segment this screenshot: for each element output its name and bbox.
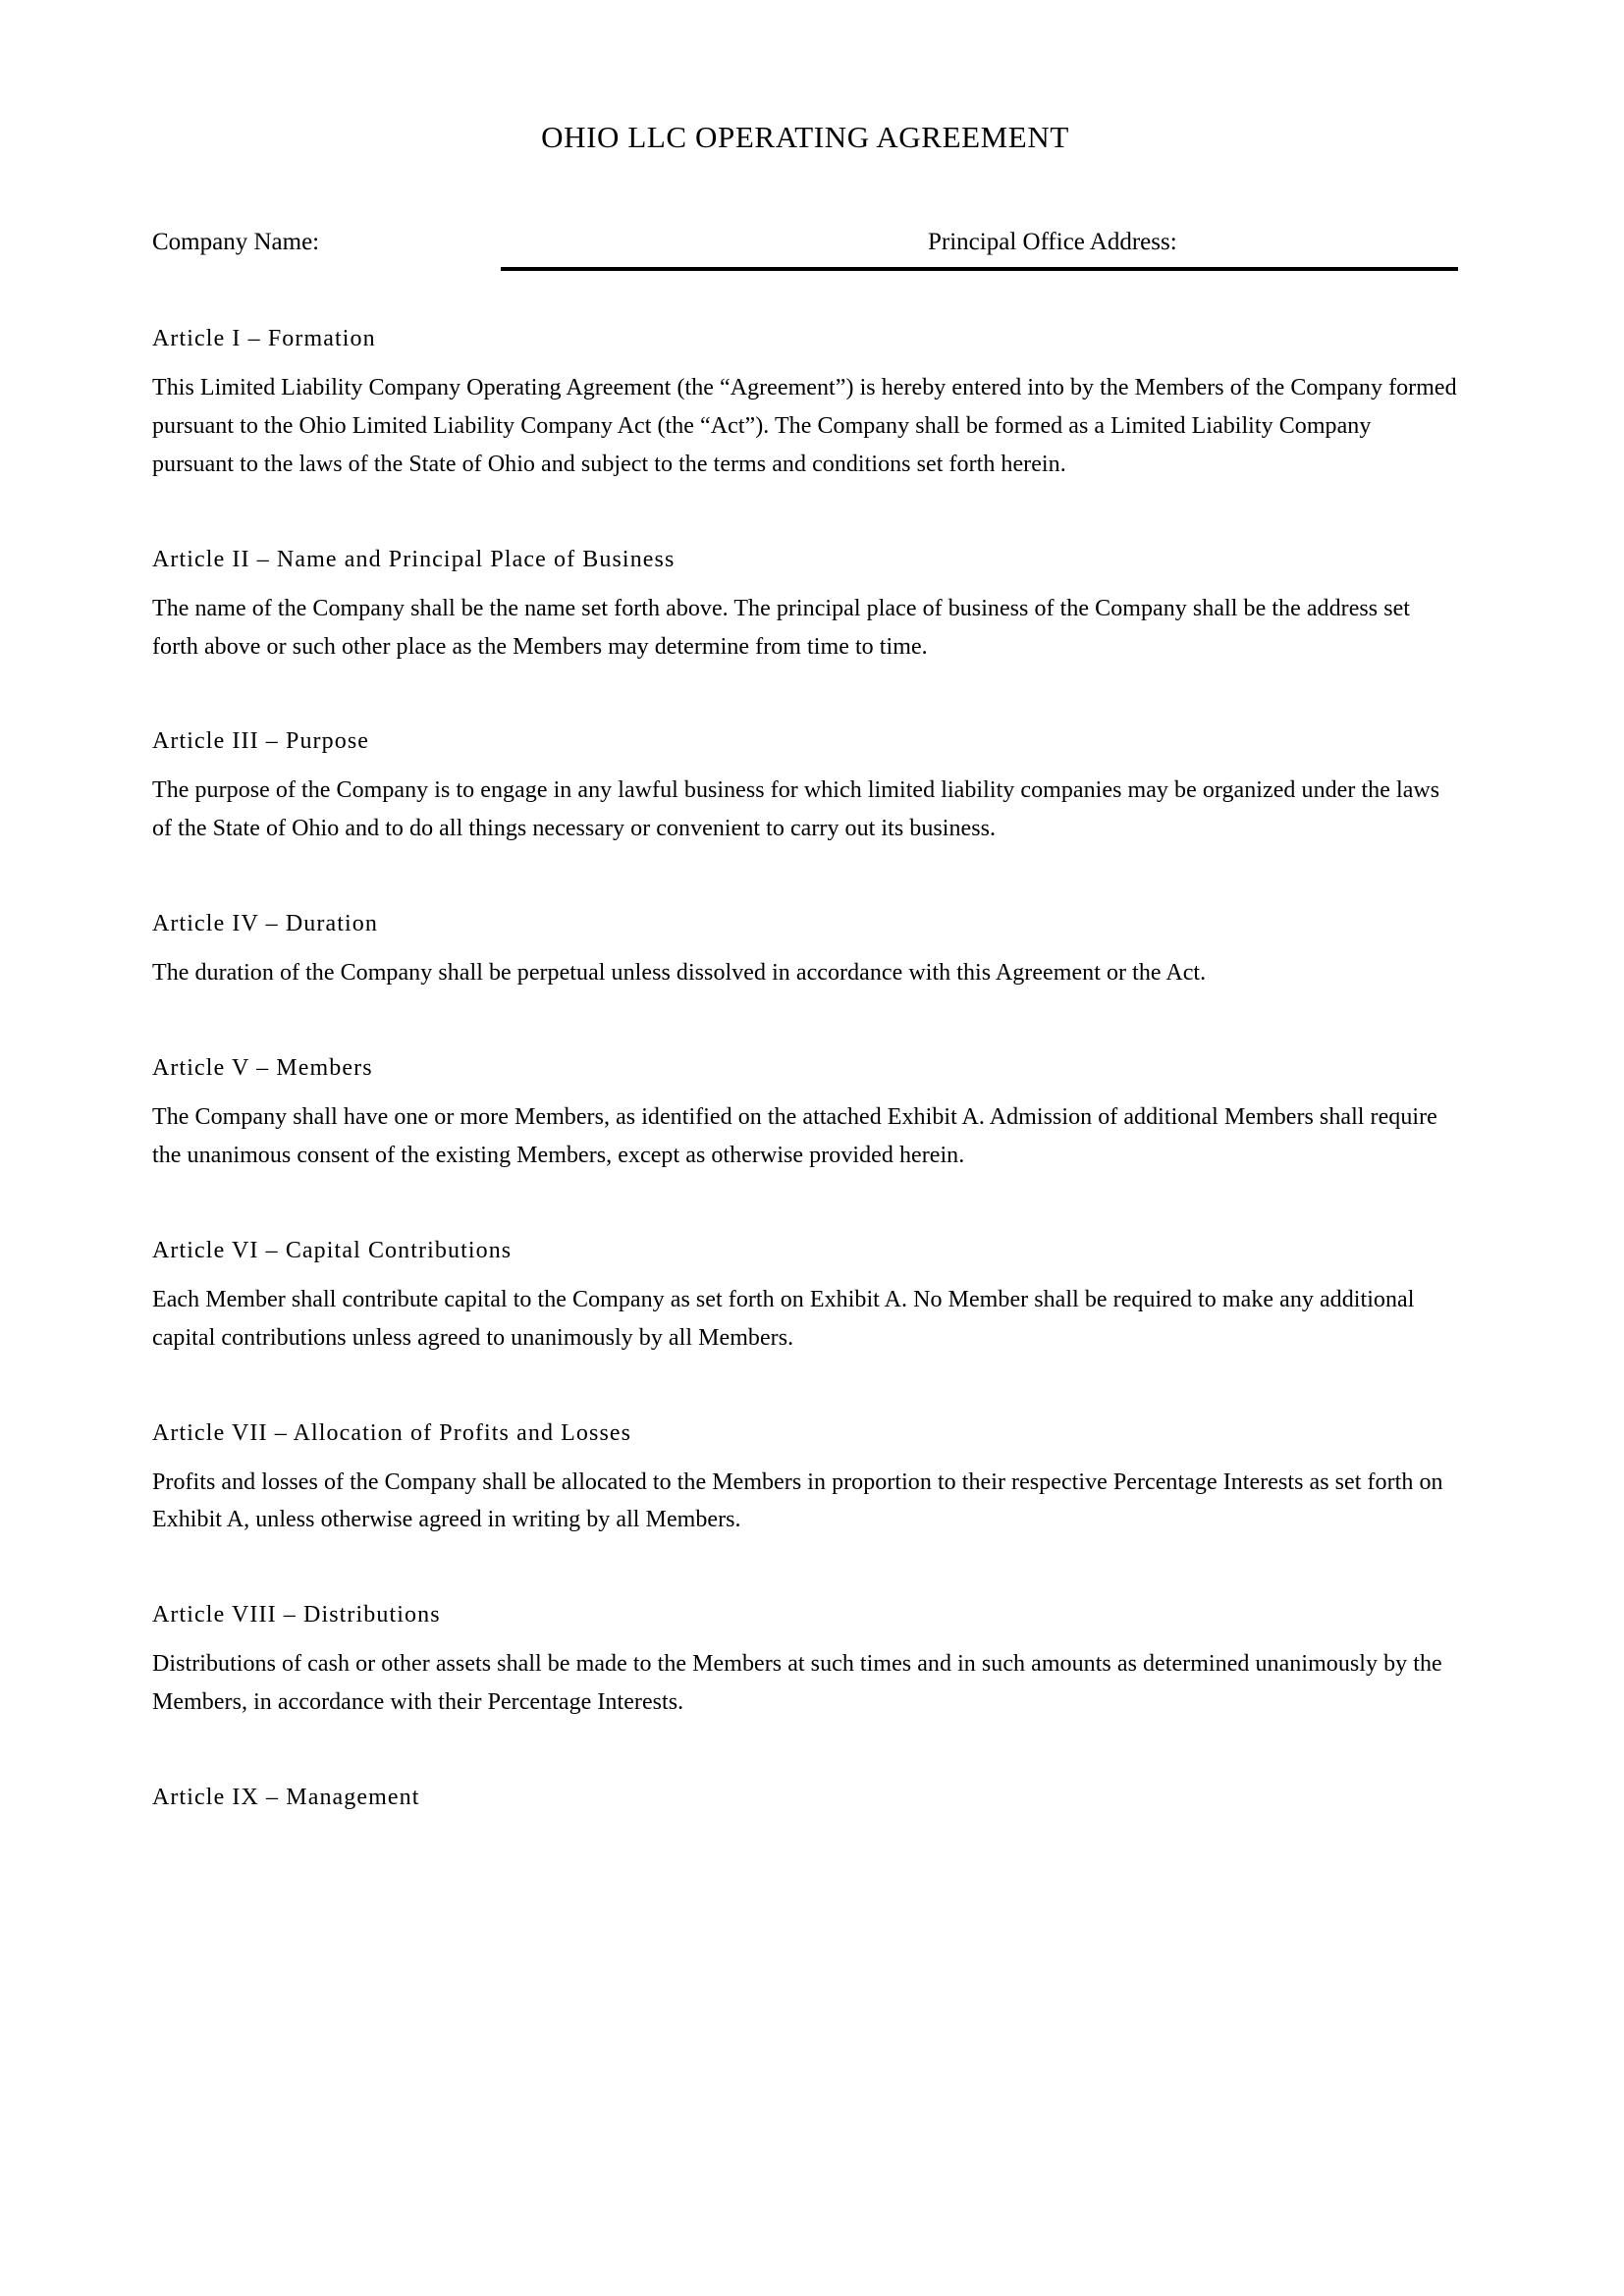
articles-list <box>152 324 1458 1828</box>
article-heading: Article III – Purpose <box>152 728 370 755</box>
article-body: The duration of the Company shall be perpetual unless dissolved in accordance with this Agreement or the Act. <box>152 960 1207 987</box>
article-section-6 <box>152 1236 1458 1358</box>
article-section-2 <box>152 545 1458 667</box>
page-title: OHIO LLC OPERATING AGREEMENT <box>541 120 1069 154</box>
article-body: Profits and losses of the Company shall be allocated to the Members in proportion to their respective Percentage Interests as set forth on Exhibit A, unless otherwise agreed in writing by all Members. <box>152 1468 1443 1533</box>
article-body: The Company shall have one or more Members, as identified on the attached Exhibit A. Admission of additional Members shall require the unanimous consent of the existing Members, except as otherwise provided herein. <box>152 1104 1437 1168</box>
article-body: This Limited Liability Company Operating Agreement (the “Agreement”) is hereby entered into by the Members of the Company formed pursuant to the Ohio Limited Liability Company Act (the “Act”). The Company shall be formed as a Limited Liability Company pursuant to the laws of the State of Ohio and subject to the terms and conditions set forth herein. <box>152 375 1457 477</box>
article-section-8 <box>152 1600 1458 1722</box>
article-section-9 <box>152 1783 1458 1812</box>
article-body: The purpose of the Company is to engage in any lawful business for which limited liability companies may be organized under the laws of the State of Ohio and to do all things necessary or convenient to carry out its business. <box>152 777 1440 842</box>
article-heading: Article II – Name and Principal Place of Business <box>152 546 676 572</box>
principal-office-address-label: Principal Office Address: <box>928 229 1177 255</box>
article-section-1 <box>152 324 1458 484</box>
article-section-5 <box>152 1053 1458 1175</box>
article-section-3 <box>152 726 1458 848</box>
article-section-7 <box>152 1418 1458 1540</box>
article-heading: Article V – Members <box>152 1055 373 1081</box>
company-name-label: Company Name: <box>152 229 320 255</box>
article-heading: Article I – Formation <box>152 326 376 351</box>
article-body: The name of the Company shall be the name set forth above. The principal place of business of the Company shall be the address set forth above or such other place as the Members may determine from time to time. <box>152 595 1411 660</box>
header-fill-in-row <box>152 228 1458 277</box>
article-heading: Article IX – Management <box>152 1785 420 1810</box>
article-heading: Article IV – Duration <box>152 911 378 937</box>
header-fill-in-rule[interactable] <box>501 267 1458 271</box>
article-body: Each Member shall contribute capital to the Company as set forth on Exhibit A. No Member shall be required to make any additional capital contributions unless agreed to unanimously by all Members. <box>152 1286 1415 1351</box>
article-heading: Article VIII – Distributions <box>152 1602 441 1629</box>
article-heading: Article VI – Capital Contributions <box>152 1237 513 1263</box>
article-heading: Article VII – Allocation of Profits and Losses <box>152 1419 632 1446</box>
article-body: Distributions of cash or other assets shall be made to the Members at such times and in such amounts as determined unanimously by the Members, in accordance with their Percentage Interests. <box>152 1651 1442 1716</box>
article-section-4 <box>152 909 1458 992</box>
